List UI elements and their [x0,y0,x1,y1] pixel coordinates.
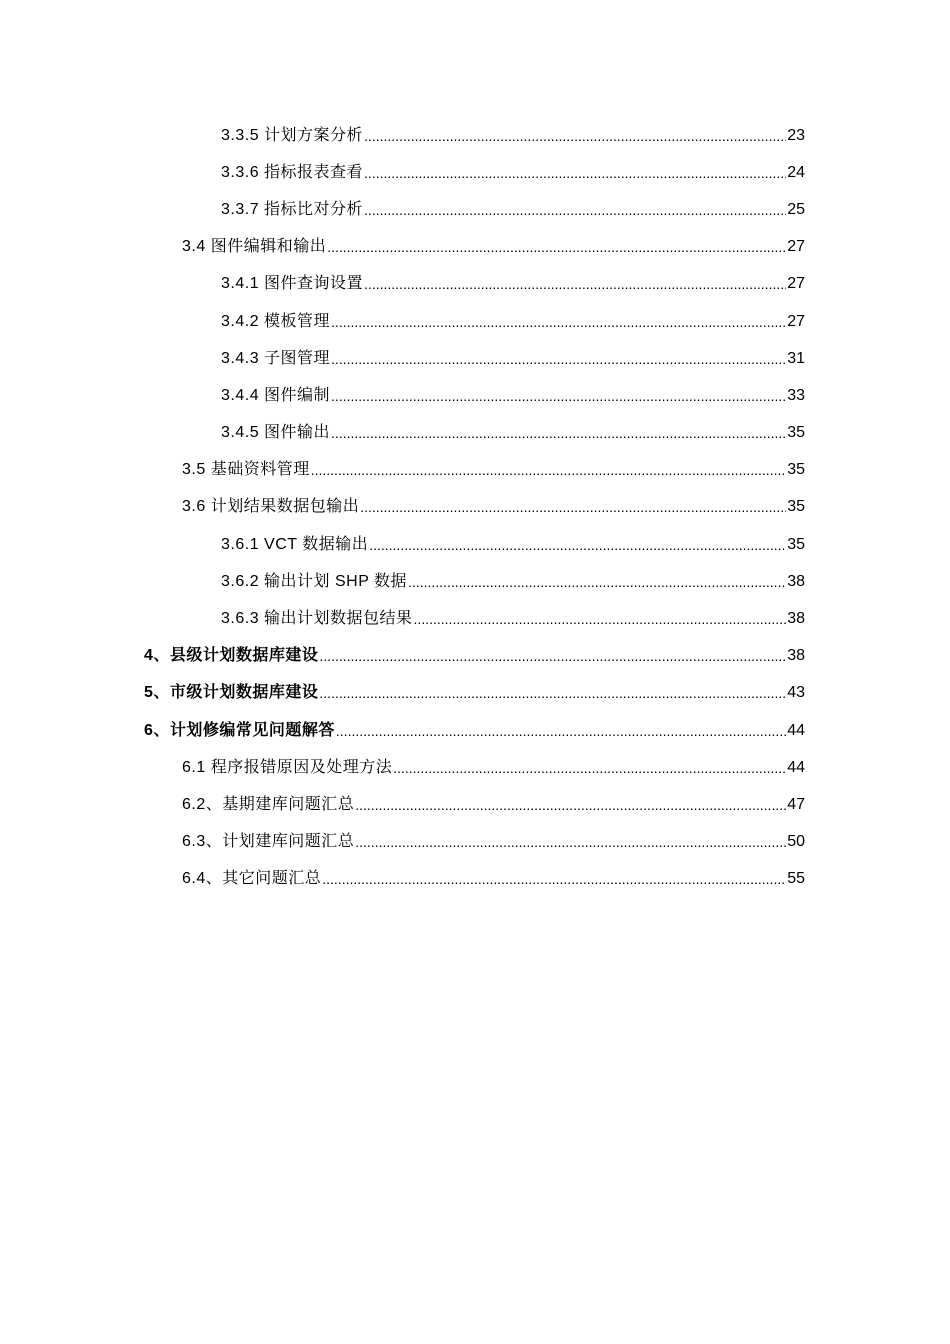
toc-entry[interactable] [0,675,950,712]
toc-entry-title: 3.6 计划结果数据包输出 [182,498,360,516]
toc-entry[interactable] [0,600,950,637]
table-of-contents [0,117,950,898]
toc-entry-page-number: 38 [787,647,805,665]
dot-leader [331,349,786,369]
toc-entry[interactable] [0,638,950,675]
dot-leader [369,535,786,555]
toc-entry-page-number: 38 [787,572,805,590]
toc-entry[interactable] [0,861,950,898]
dot-leader [364,200,786,220]
toc-entry-page-number: 43 [787,684,805,702]
toc-entry-page-number: 25 [787,200,805,218]
toc-entry-page-number: 33 [787,386,805,404]
toc-entry-page-number: 38 [787,610,805,628]
toc-entry-page-number: 35 [787,424,805,442]
toc-entry[interactable] [0,340,950,377]
toc-entry-page-number: 27 [787,312,805,330]
toc-entry[interactable] [0,154,950,191]
toc-entry-title: 6.3、计划建库问题汇总 [182,833,355,851]
dot-leader [331,312,786,332]
toc-entry-title: 6.2、基期建库问题汇总 [182,795,355,813]
dot-leader [355,832,786,852]
toc-entry[interactable] [0,452,950,489]
toc-entry[interactable] [0,749,950,786]
toc-entry-page-number: 35 [787,535,805,553]
toc-entry-title: 3.4.5 图件输出 [221,424,331,442]
toc-entry-title: 3.3.5 计划方案分析 [221,126,364,144]
toc-entry-page-number: 24 [787,163,805,181]
toc-entry-page-number: 50 [787,833,805,851]
toc-entry-page-number: 44 [787,758,805,776]
dot-leader [360,497,786,517]
toc-entry-title: 3.4 图件编辑和输出 [182,238,327,256]
toc-entry-title: 6.4、其它问题汇总 [182,870,322,888]
dot-leader [408,572,786,592]
toc-entry-title: 3.6.2 输出计划 SHP 数据 [221,572,408,590]
toc-entry-title: 3.3.7 指标比对分析 [221,200,364,218]
toc-entry[interactable] [0,415,950,452]
toc-entry-title: 3.6.3 输出计划数据包结果 [221,610,413,628]
toc-entry-title: 3.4.2 模板管理 [221,312,331,330]
toc-entry-title: 4、县级计划数据库建设 [144,647,319,665]
toc-entry[interactable] [0,377,950,414]
toc-entry-page-number: 23 [787,126,805,144]
toc-entry-page-number: 55 [787,870,805,888]
toc-entry-title: 5、市级计划数据库建设 [144,684,319,702]
toc-entry-title: 3.4.1 图件查询设置 [221,275,364,293]
toc-entry-page-number: 35 [787,461,805,479]
toc-entry[interactable] [0,712,950,749]
dot-leader [393,758,786,778]
dot-leader [331,386,786,406]
toc-entry[interactable] [0,824,950,861]
toc-entry[interactable] [0,229,950,266]
toc-entry[interactable] [0,786,950,823]
dot-leader [322,869,786,889]
toc-entry-page-number: 44 [787,721,805,739]
dot-leader [311,460,787,480]
toc-entry-title: 3.4.4 图件编制 [221,386,331,404]
toc-entry-page-number: 27 [787,238,805,256]
dot-leader [364,274,786,294]
toc-entry-page-number: 47 [787,795,805,813]
dot-leader [327,237,786,257]
dot-leader [355,795,786,815]
toc-entry-page-number: 27 [787,275,805,293]
toc-entry-title: 3.4.3 子图管理 [221,349,331,367]
toc-entry[interactable] [0,303,950,340]
toc-entry-title: 3.3.6 指标报表查看 [221,163,364,181]
toc-entry-page-number: 35 [787,498,805,516]
toc-entry-title: 6、计划修编常见问题解答 [144,721,335,739]
dot-leader [336,721,786,741]
dot-leader [364,126,786,146]
toc-entry[interactable] [0,563,950,600]
toc-entry-title: 3.6.1 VCT 数据输出 [221,535,369,553]
toc-entry[interactable] [0,117,950,154]
toc-entry-title: 6.1 程序报错原因及处理方法 [182,758,393,776]
dot-leader [319,683,786,703]
dot-leader [364,163,786,183]
toc-entry[interactable] [0,266,950,303]
dot-leader [414,609,787,629]
toc-entry-title: 3.5 基础资料管理 [182,461,310,479]
toc-entry[interactable] [0,489,950,526]
toc-entry[interactable] [0,526,950,563]
toc-entry-page-number: 31 [787,349,805,367]
dot-leader [319,646,786,666]
dot-leader [331,423,786,443]
toc-entry[interactable] [0,191,950,228]
